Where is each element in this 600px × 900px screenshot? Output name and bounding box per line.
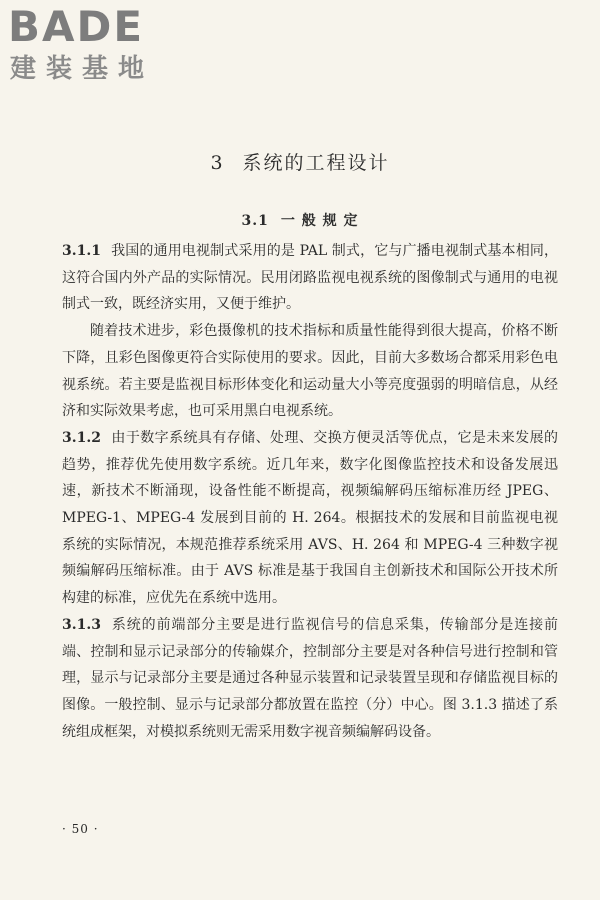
chapter-title-text: 系统的工程设计 <box>242 152 390 174</box>
clause-paragraph <box>62 612 558 746</box>
chapter-title <box>0 148 600 175</box>
body-text <box>62 238 558 745</box>
paragraph: 随着技术进步，彩色摄像机的技术指标和质量性能得到很大提高，价格不断下降，且彩色图像更符合实际使用的要求。因此，目前大多数场合都采用彩色电视系统。若主要是监视目标形体变化和运动量大小等亮度强弱的明暗信息，从经济和实际效果考虑，也可采用黑白电视系统。 <box>62 323 558 420</box>
brand-logo <box>8 4 178 90</box>
paragraph-text: 系统的前端部分主要是进行监视信号的信息采集，传输部分是连接前端、控制和显示记录部分的传输媒介，控制部分主要是对各种信号进行控制和管理，显示与记录部分主要是通过各种显示装置和记录装置呈现和存储监视目标的图像。一般控制、显示与记录部分都放置在监控（分）中心。图 3.1.3 描述了系统组成框架，对模拟系统则无需采用数字视音频编解码设备。 <box>62 616 558 740</box>
clause-paragraph <box>62 425 558 612</box>
paragraph-text: 我国的通用电视制式采用的是 PAL 制式，它与广播电视制式基本相同，这符合国内外产品的实际情况。民用闭路监视电视系统的图像制式与通用的电视制式一致，既经济实用，又便于维护。 <box>62 243 558 313</box>
clause-paragraph <box>62 238 558 318</box>
chapter-number: 3 <box>210 152 225 174</box>
section-title <box>0 210 600 230</box>
logo-subtitle: 建装基地 <box>10 54 155 84</box>
paragraph-text: 由于数字系统具有存储、处理、交换方便灵活等优点，它是未来发展的趋势，推荐优先使用数字系统。近几年来，数字化图像监控技术和设备发展迅速，新技术不断涌现，设备性能不断提高，视频编解码压缩标准历经 JPEG、MPEG-1、MPEG-4 发展到目前的 H. 264。根据技术的发展和目前监视电视系统的实际情况，本规范推荐系统采用 AVS、H. 264 和 MPEG-4 三种数字视频编解码压缩标准。由于 AVS 标准是基于我国自主创新技术和国际公开技术所构建的标准，应优先在系统中选用。 <box>62 429 558 607</box>
clause-number: 3.1.3 <box>62 616 101 633</box>
clause-number: 3.1.2 <box>62 429 101 446</box>
section-title-text: 一 般 规 定 <box>280 213 359 229</box>
section-number: 3.1 <box>241 213 269 229</box>
logo-wordmark: BADE <box>8 2 145 51</box>
clause-number: 3.1.1 <box>62 243 101 259</box>
page-number: · 50 · <box>62 822 99 836</box>
